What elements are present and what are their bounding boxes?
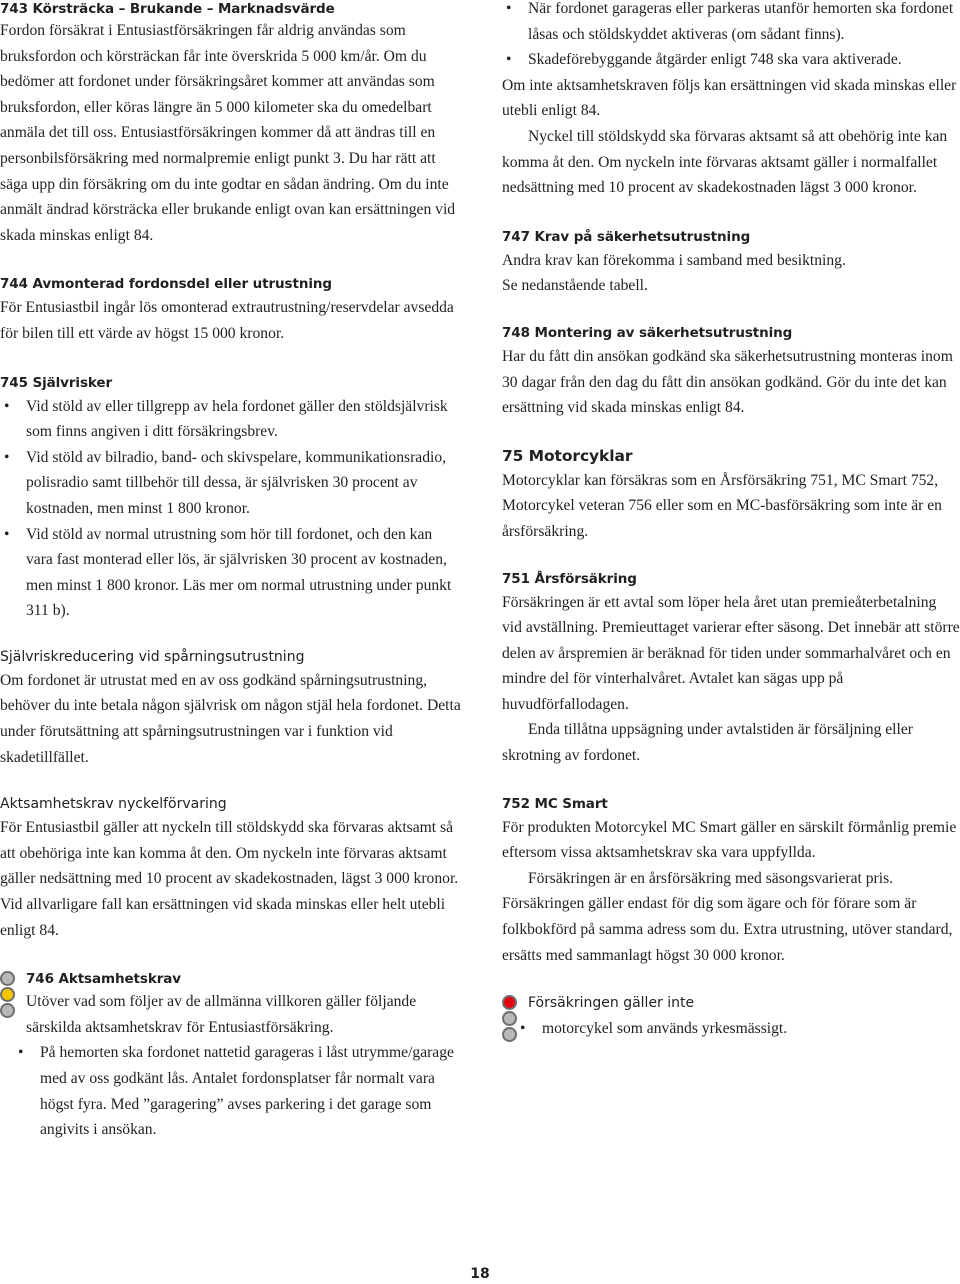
section-743-title: 743 Körsträcka – Brukande – Marknadsvärde bbox=[0, 1, 335, 17]
section-751 bbox=[502, 571, 960, 769]
section-745-title: 745 Självrisker bbox=[0, 374, 113, 391]
section-744 bbox=[0, 276, 462, 346]
light-off-icon bbox=[0, 971, 15, 986]
section-746-text: Utöver vad som följer av de allmänna villkoren gäller följande särskilda aktsamhetskrav för Entusiastförsäkring. bbox=[26, 993, 417, 1036]
section-744-text: För Entusiastbil ingår lös omonterad extrautrustning/reservdelar avsedda för bilen till ett värde av högst 15 000 kronor. bbox=[0, 299, 454, 342]
light-yellow-icon bbox=[0, 987, 15, 1002]
section-746-title: 746 Aktsamhetskrav bbox=[26, 971, 181, 988]
section-745-list bbox=[0, 394, 462, 624]
section-746-list bbox=[14, 1040, 462, 1142]
section-743 bbox=[0, 1, 462, 248]
right-column bbox=[502, 0, 960, 1042]
section-751-text-1: Försäkringen är ett avtal som löper hela året utan premieåterbetalning vid avställning. Premieuttaget varierar efter säsong. Det innebär att större delen av årspremien är beräknad för tiden under sommarhalvåret och en mindre del för vinterhalvåret. Avtalet kan sägas upp på huvudförfallodagen. bbox=[502, 593, 960, 713]
section-746-continued-text-1: Om inte aktsamhetskraven följs kan ersättningen vid skada minskas eller utebli enligt 84. bbox=[502, 76, 957, 120]
traffic-light-icon bbox=[502, 995, 517, 1043]
section-exclusion bbox=[502, 995, 960, 1042]
sjalvriskreducering-text: Om fordonet är utrustat med en av oss godkänd spårningsutrustning, behöver du inte betala någon självrisk om någon stjäl hela fordonet. Detta under förutsättning att spårningsutrustningen var i funktion vid skadetillfället. bbox=[0, 671, 461, 766]
section-sjalvriskreducering bbox=[0, 649, 462, 770]
section-745 bbox=[0, 375, 462, 624]
section-748 bbox=[502, 325, 960, 421]
section-75 bbox=[502, 447, 960, 545]
list-item: • Vid stöld av bilradio, band- och skivspelare, kommunikationsradio, polisradio samt tillbehör till dessa, är självrisken 30 procent av kostnaden, men minst 1 800 kronor. bbox=[0, 445, 462, 522]
left-column bbox=[0, 0, 462, 1143]
nyckelforvaring-text: För Entusiastbil gäller att nyckeln till stöldskydd ska förvaras aktsamt så att obehöriga inte kan komma åt den. Om nyckeln inte förvaras aktsamt gäller nedsättning med 10 procent av skadekostnaden, lägst 3 000 kronor. Vid allvarligare fall kan ersättningen vid skada minskas eller helt utebli enligt 84. bbox=[0, 819, 459, 939]
list-item: • När fordonet garageras eller parkeras utanför hemorten ska fordonet låsas och stöldskyddet aktiveras (om sådant finns). bbox=[502, 0, 960, 47]
section-747 bbox=[502, 229, 960, 299]
section-751-title: 751 Årsförsäkring bbox=[502, 570, 637, 587]
section-746-continued-text-2: Nyckel till stöldskydd ska förvaras aktsamt så att obehörig inte kan komma åt den. Om nyckeln inte förvaras aktsamt gäller i normalfallet nedsättning med 10 procent av skadekostnaden lägst 3 000 kronor. bbox=[502, 127, 948, 197]
light-off-icon bbox=[502, 1011, 517, 1026]
exclusion-list bbox=[516, 1016, 960, 1042]
section-752-text-2: Försäkringen är en årsförsäkring med säsongsvarierat pris. Försäkringen gäller endast för dig som ägare och för förare som är folkbokförd på samma adress som du. Extra utrustning, utöver standard, ersätts med sammanlagt högst 30 000 kronor. bbox=[502, 869, 953, 964]
light-red-icon bbox=[502, 995, 517, 1010]
list-item: • På hemorten ska fordonet nattetid garageras i låst utrymme/garage med av oss godkänt lås. Antalet fordonsplatser får normalt vara högst fyra. Med ”garagering” avses parkering i det garage som angivits i ansökan. bbox=[14, 1040, 462, 1142]
nyckelforvaring-title: Aktsamhetskrav nyckelförvaring bbox=[0, 796, 227, 813]
section-751-text-2: Enda tillåtna uppsägning under avtalstiden är försäljning eller skrotning av fordonet. bbox=[502, 721, 913, 765]
section-75-text: Motorcyklar kan försäkras som en Årsförsäkring 751, MC Smart 752, Motorcykel veteran 756 eller som en MC-basförsäkring som inte är en årsförsäkring. bbox=[502, 471, 942, 540]
section-752-title: 752 MC Smart bbox=[502, 795, 608, 812]
section-752 bbox=[502, 796, 960, 969]
section-744-title: 744 Avmonterad fordonsdel eller utrustning bbox=[0, 276, 332, 293]
light-off-icon bbox=[0, 1003, 15, 1018]
section-747-line-2: Se nedanstående tabell. bbox=[502, 277, 648, 295]
list-item: • Vid stöld av normal utrustning som hör till fordonet, och den kan vara fast monterad eller lös, är självrisken 30 procent av kostnaden, men minst 1 800 kronor. Läs mer om normal utrustning under punkt 311 b). bbox=[0, 522, 462, 624]
section-748-title: 748 Montering av säkerhetsutrustning bbox=[502, 324, 793, 341]
traffic-light-icon bbox=[0, 971, 15, 1019]
section-747-title: 747 Krav på säkerhetsutrustning bbox=[502, 228, 751, 245]
sjalvriskreducering-title: Självriskreducering vid spårningsutrustning bbox=[0, 648, 305, 665]
section-748-text: Har du fått din ansökan godkänd ska säkerhetsutrustning monteras inom 30 dagar från den dag du fått din ansökan godkänd. Gör du inte det kan ersättning vid skada minskas enligt 84. bbox=[502, 347, 953, 417]
section-752-text-1: För produkten Motorcykel MC Smart gäller en särskilt förmånlig premie eftersom vissa aktsamhetskrav ska vara uppfyllda. bbox=[502, 818, 957, 862]
section-743-text: Fordon försäkrat i Entusiastförsäkringen får aldrig användas som bruksfordon och körsträckan får inte överskrida 5 000 km/år. Om du bedömer att fordonet under försäkringsåret kommer att användas som bruksfordon, eller köras längre än 5 000 kilometer ska du omedelbart anmäla det till oss. Entusiastförsäkringen kommer då att ändras till en personbilsförsäkring med normalpremie enligt punkt 3. Du har rätt att säga upp din försäkring om du inte godtar en sådan ändring. Om du inte anmält ändrad körsträcka eller brukande enligt ovan kan ersättningen vid skada minskas enligt 84. bbox=[0, 22, 456, 244]
exclusion-title: Försäkringen gäller inte bbox=[528, 995, 695, 1012]
section-747-line-1: Andra krav kan förekomma i samband med besiktning. bbox=[502, 251, 846, 269]
list-item: • Skadeförebyggande åtgärder enligt 748 ska vara aktiverade. bbox=[502, 47, 960, 73]
section-746-continued-list bbox=[502, 0, 960, 73]
list-item: • Vid stöld av eller tillgrepp av hela fordonet gäller den stöldsjälvrisk som finns angiven i ditt försäkringsbrev. bbox=[0, 394, 462, 445]
light-off-icon bbox=[502, 1027, 517, 1042]
list-item: • motorcykel som används yrkesmässigt. bbox=[516, 1016, 960, 1042]
section-746 bbox=[0, 971, 462, 1143]
page-number: 18 bbox=[470, 1266, 490, 1282]
section-746-continued bbox=[502, 0, 960, 201]
section-75-title: 75 Motorcyklar bbox=[502, 446, 633, 465]
section-nyckelforvaring bbox=[0, 796, 462, 943]
